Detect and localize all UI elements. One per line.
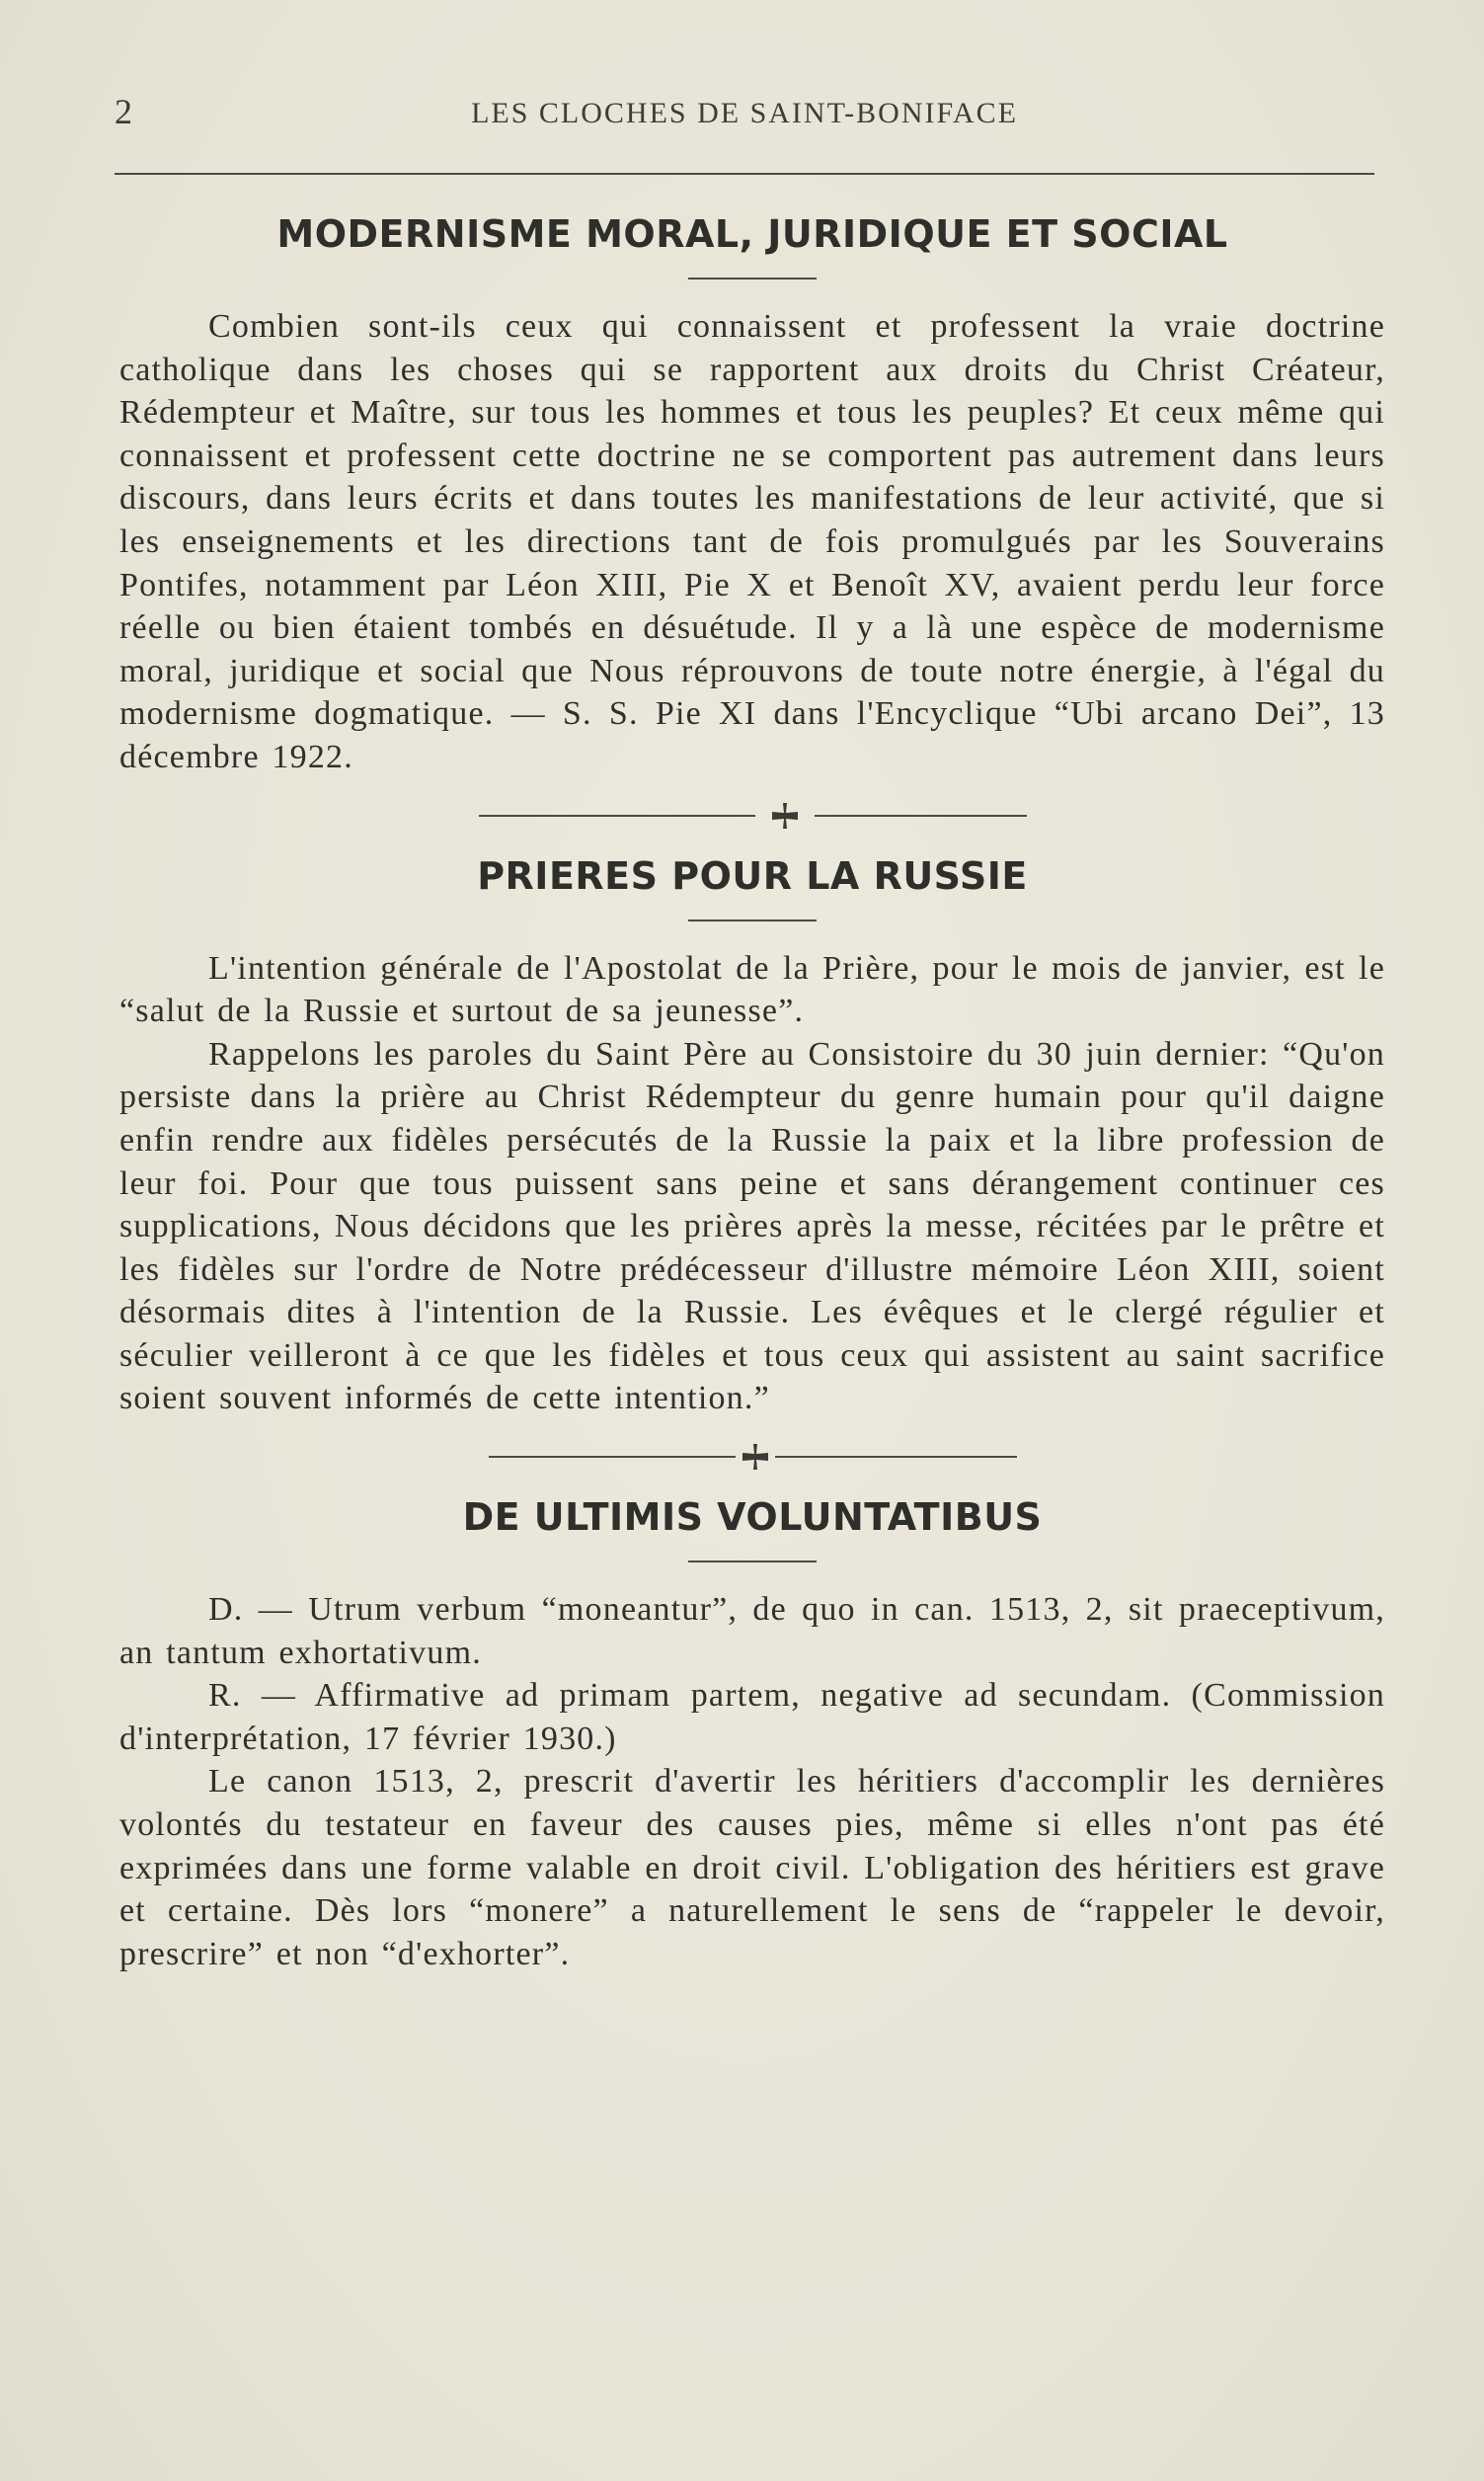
section-russie — [119, 854, 1385, 1421]
paragraph: D. — Utrum verbum “moneantur”, de quo in can. 1513, 2, sit praeceptivum, an tantum exhortativum. — [119, 1591, 1385, 1671]
divider-line — [489, 1456, 736, 1458]
page-header — [115, 91, 1374, 140]
cross-pattee-icon — [740, 1442, 771, 1472]
page-number: 2 — [115, 92, 133, 131]
paragraph: Rappelons les paroles du Saint Père au Consistoire du 30 juin dernier: “Qu'on persiste dans la prière au Christ Rédempteur du genre humain pour qu'il daigne enfin rendre aux fidèles persécutés de la Russie la paix et la libre profession de leur foi. Pour que tous puissent sans peine et sans dérangement continuer ces supplications, Nous décidons que les prières après la messe, récitées par le prêtre et les fidèles sur l'ordre de Notre prédécesseur d'illustre mémoire Léon XIII, soient désormais dites à l'intention de la Russie. Les évêques et le clergé régulier et séculier veilleront à ce que les fidèles et tous ceux qui assistent au saint sacrifice soient souvent informés de cette intention.” — [119, 1035, 1385, 1417]
divider-line — [815, 815, 1027, 817]
section-title-modernisme: MODERNISME MORAL, JURIDIQUE ET SOCIAL — [276, 212, 1228, 256]
section-modernisme — [119, 212, 1385, 779]
paragraph: Combien sont-ils ceux qui connaissent et professent la vraie doctrine catholique dans les choses qui se rapportent aux droits du Christ Créateur, Rédempteur et Maître, sur tous les hommes et tous les peuples? Et ceux même qui connaissent et professent cette doctrine ne se comportent pas autrement dans leurs discours, dans leurs écrits et dans toutes les manifestations de leur activité, que si les enseignements et les directions tant de fois promulgués par les Souverains Pontifes, notamment par Léon XIII, Pie X et Benoît XV, avaient perdu leur force réelle ou bien étaient tombés en désuétude. Il y a là une espèce de modernisme moral, juridique et social que Nous réprouvons de toute notre énergie, à l'égal du modernisme dogmatique. — S. S. Pie XI dans l'Encyclique “Ubi arcano Dei”, 13 décembre 1922. — [119, 308, 1385, 775]
title-underline — [688, 1561, 817, 1562]
running-title: LES CLOCHES DE SAINT-BONIFACE — [471, 97, 1018, 129]
header-rule — [115, 173, 1374, 175]
page-content — [119, 212, 1385, 1975]
paragraph: Le canon 1513, 2, prescrit d'avertir les héritiers d'accomplir les dernières volontés du testateur en faveur des causes pies, même si elles n'ont pas été exprimées dans une forme valable en droit civil. L'obligation des héritiers est grave et certaine. Dès lors “monere” a naturellement le sens de “rappeler le devoir, prescrire” et non “d'exhorter”. — [119, 1763, 1385, 1972]
section-divider — [119, 801, 1385, 831]
paragraph: R. — Affirmative ad primam partem, negative ad secundam. (Commission d'interprétation, 17 février 1930.) — [119, 1677, 1385, 1757]
section-ultimis — [119, 1495, 1385, 1975]
cross-pattee-icon — [769, 801, 801, 831]
section-divider — [119, 1442, 1385, 1472]
divider-line — [479, 815, 755, 817]
section-title-ultimis: DE ULTIMIS VOLUNTATIBUS — [462, 1495, 1043, 1540]
paragraph: L'intention générale de l'Apostolat de la Prière, pour le mois de janvier, est le “salut de la Russie et surtout de sa jeunesse”. — [119, 949, 1385, 1030]
section-title-russie: PRIERES POUR LA RUSSIE — [477, 853, 1028, 898]
title-underline — [688, 920, 817, 921]
divider-line — [775, 1456, 1017, 1458]
title-underline — [688, 278, 817, 280]
